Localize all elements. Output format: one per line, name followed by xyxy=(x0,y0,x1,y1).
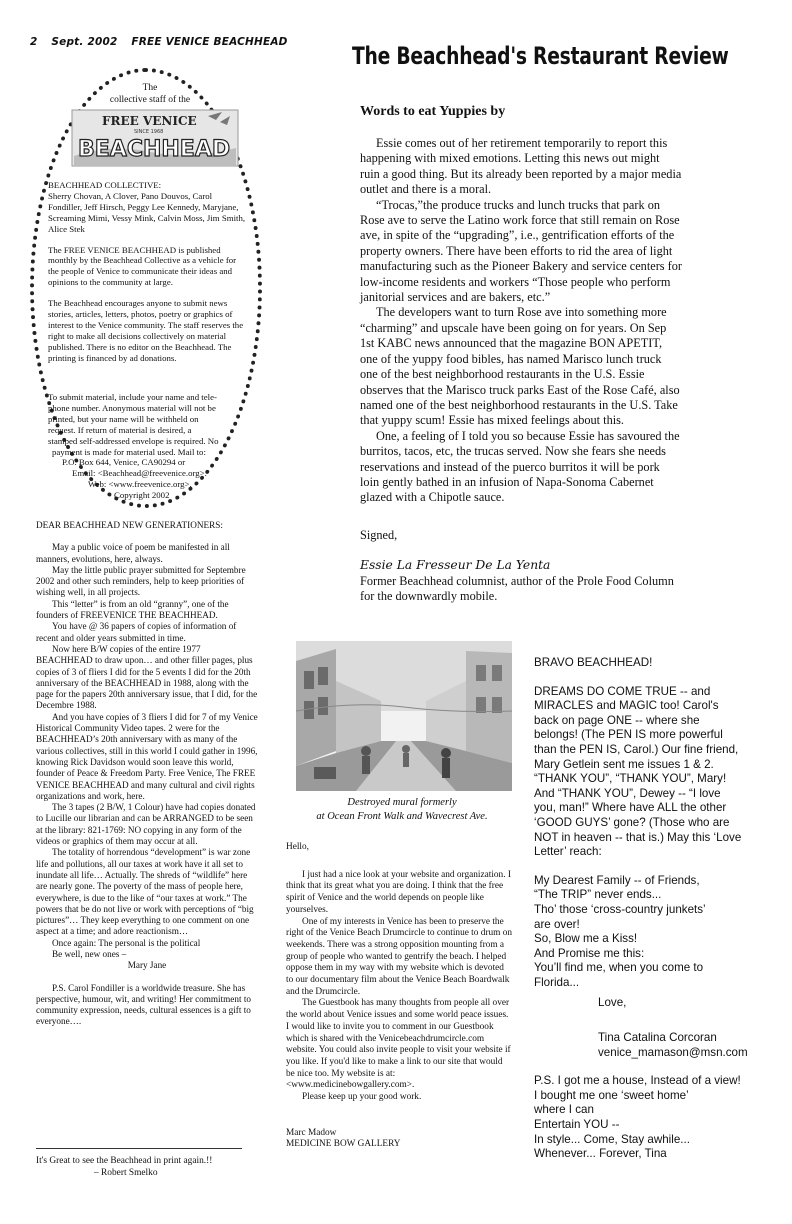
logo-main-text: BEACHHEAD xyxy=(78,137,231,162)
letter-heading: DEAR BEACHHEAD NEW GENERATIONERS: xyxy=(36,520,223,530)
bravo-line: And “THANK YOU”, Dewey -- “I love xyxy=(534,786,721,800)
ps-line: where I can xyxy=(534,1103,594,1117)
letter-paragraph: You have @ 36 papers of copies of information of recent and older years submitted in time. xyxy=(36,621,237,643)
ps-line: Whenever... Forever, Tina xyxy=(534,1147,667,1161)
letter-medicine-bow xyxy=(286,842,512,1151)
hello-paragraph: I just had a nice look at your website and organization. I think that its great what you are doing. I think that the free spirit of Venice and the world depends on people like yourselves. xyxy=(286,869,511,915)
beachhead-logo xyxy=(70,108,240,168)
bravo-line: DREAMS DO COME TRUE -- and xyxy=(534,684,711,698)
review-paragraph: Essie comes out of her retirement temporarily to report this happening with mixed emotions. Letting this news out might ruin a good thing. But its already been reported by a major media outlet and there is a moral. xyxy=(360,136,682,197)
bravo-line: back on page ONE -- where she xyxy=(534,713,700,727)
quote-author: – Robert Smelko xyxy=(94,1167,158,1178)
review-signed: Signed, xyxy=(360,528,398,542)
bravo-line: Letter’ reach: xyxy=(534,845,602,859)
review-author: Essie La Fresseur De La Yenta xyxy=(360,558,551,573)
logo-small-text: SINCE 1968 xyxy=(134,129,164,135)
divider-rule xyxy=(36,1148,242,1149)
masthead-intro-line1: The xyxy=(142,83,158,93)
collective-heading: BEACHHEAD COLLECTIVE: xyxy=(48,180,162,190)
review-paragraph: “Trocas,”the produce trucks and lunch trucks that park on Rose ave to serve the Latino work force that still remain on Rose ave, in spite of the “upgrading”, i.e., gentrification efforts of the property owners. There have been efforts to rid the area of light manufacturing such as the Pioneer Bakery and service centers for low-income residents and workers “Those people who perform janitorial services and are bakers, etc.” xyxy=(360,197,682,305)
masthead-body xyxy=(48,180,248,374)
letter-paragraph: This “letter” is from an old “granny”, one of the founders of FREEVENICE THE BEACHHEAD. xyxy=(36,598,229,621)
letter-paragraph: Now here B/W copies of the entire 1977 BEACHHEAD to draw upon… and other filler pages, plus copies of 3 of fliers I did for the 5 events I did for the 20th anniversary of the BEACHHEAD in 1988, along with the page for the papers 20th anniversary issue, that I did, for the Decembre 1988. xyxy=(36,643,258,711)
masthead-about: The FREE VENICE BEACHHEAD is published monthly by the Beachhead Collective as a vehicle for the people of Venice to communicate their ideas and opinions to the community at large. xyxy=(48,244,237,288)
quote-text: It's Great to see the Beachhead in print again.!! xyxy=(36,1156,213,1166)
ps-line: P.S. I got me a house, Instead of a view! xyxy=(534,1074,741,1088)
submit-line: payment is made for material used. Mail to: xyxy=(52,446,206,457)
masthead-intro xyxy=(80,82,220,106)
poem-line: And Promise me this: xyxy=(534,946,645,960)
bravo-signer-email: venice_mamason@msn.com xyxy=(598,1045,748,1059)
submit-line: phone number. Anonymous material will not be xyxy=(48,402,216,413)
submit-line: printed, but your name will be withheld on xyxy=(48,413,199,424)
letter-paragraph: Once again: The personal is the political xyxy=(52,937,201,948)
smelko-quote xyxy=(36,1156,266,1179)
bravo-line: NOT in heaven -- that is.) May this ‘Love xyxy=(534,830,742,844)
letter-signature: Mary Jane xyxy=(127,960,167,971)
letter-paragraph: Be well, new ones – xyxy=(52,948,127,959)
letter-paragraph: The totality of horrendous “development” is war zone life and pollutions, all our taxes at work have it all set to inundate all life… Actually. The shreds of “wildlife” here are nearly gone. The poverty of the mass of people here, everywhere, is due to the like of “our taxes at work.” The powers that be do not live or work with perceptions of “big pictures”… They keep everything to one comment on one aspect at a time; and adore reactionism… xyxy=(36,847,254,937)
bravo-line: ‘GOOD GUYS’ gone? (Those who are xyxy=(534,815,730,829)
caption-line: Destroyed mural formerly xyxy=(347,797,457,808)
web-address: Web: <www.freevenice.org>. xyxy=(88,479,192,490)
bravo-love: Love, xyxy=(598,996,627,1010)
hello-paragraph: One of my interests in Venice has been to preserve the right of the Venice Beach Drumcircle to continue to drum on weekends. There was a strong opposition mounting from a group of people who wanted to gentrify the beach. I helped oppose them in my way with my website which is devoted to our documentary film about the Venice Beach Boardwalk and the Drumcircle. xyxy=(286,916,512,997)
review-body xyxy=(360,136,682,506)
hello-sign-name: Marc Madow xyxy=(286,1127,337,1138)
letter-paragraph: The 3 tapes (2 B/W, 1 Colour) have had copies donated to Lucille our librarian and can be ARRANGED to be seen at the library: 821-1769: NO copying in any form of the videos or graphics of them may occur at all. xyxy=(36,802,256,847)
masthead-encourage: The Beachhead encourages anyone to submit news stories, articles, letters, photos, poetry or graphics of interest to the Venice community. The staff reserves the right to make all decisions collectively on material published. There is no editor on the Beachhead. The printing is financed by ad donations. xyxy=(48,298,244,363)
review-paragraph: The developers want to turn Rose ave into something more “charming” and upscale have been going on for years. On Sep 1st KABC news announced that the magazine BON APETIT, one of the yuppy food bibles, has named Marisco lunch truck one of the best neighborhood restaurants in the U.S. Essie observes that the Marisco truck parks East of the Rose Café, also named one of the best neighborhood restaurants in the U.S. Take that yuppy scum! Essie has mixed feelings about this. xyxy=(360,305,680,428)
bravo-title: BRAVO BEACHHEAD! xyxy=(534,656,653,669)
poem-line: You’ll find me, when you come to xyxy=(534,961,704,975)
bravo-line: than the PEN IS, Carol.) Our fine friend, xyxy=(534,742,739,756)
masthead-submit-info xyxy=(48,392,258,501)
copyright: Copyright 2002 xyxy=(114,490,170,501)
letter-ps: P.S. Carol Fondiller is a worldwide treasure. She has perspective, humour, wit, and writing! Her commitment to community expression, needs, cultural essences is a gift to everyone…. xyxy=(36,982,251,1027)
submit-line: stamped self-addressed envelope is required. No xyxy=(48,435,219,446)
review-signoff xyxy=(360,528,682,605)
review-paragraph: One, a feeling of I told you so because Essie has savoured the burritos, tacos, etc, the trucas served. Now she fears she needs reservations and instead of the puerco burritos it will be pork loin gently bathed in an infusion of Napa-Sonoma Cabernet glazed with a Chipotle sauce. xyxy=(360,428,680,505)
review-headline: Words to eat Yuppies by xyxy=(360,104,506,119)
hello-sign-org: MEDICINE BOW GALLERY xyxy=(286,1139,401,1150)
submit-line: To submit material, include your name and tele- xyxy=(48,392,217,402)
review-author-desc: Former Beachhead columnist, author of the Prole Food Column for the downwardly mobile. xyxy=(360,573,674,604)
ps-line: I bought me one ‘sweet home’ xyxy=(534,1088,689,1102)
page-title: The Beachhead's Restaurant Review xyxy=(352,42,729,70)
submit-line: request. If return of material is desired, a xyxy=(48,424,192,435)
poem-line: are over! xyxy=(534,917,580,931)
letter-new-generationers xyxy=(36,520,258,1028)
ps-line: Entertain YOU -- xyxy=(534,1118,620,1132)
bravo-line: you, man!” Where have ALL the other xyxy=(534,801,727,815)
issue-date: Sept. 2002 xyxy=(51,36,118,48)
collective-names: Sherry Chovan, A Clover, Pano Douvos, Carol Fondiller, Jeff Hirsch, Peggy Lee Kennedy, Maryjane, Screaming Mimi, Vessy Mink, Calvin Moss, Jim Smith, Alice Stek xyxy=(48,190,246,234)
poem-line: So, Blow me a Kiss! xyxy=(534,932,638,946)
letter-paragraph: And you have copies of 3 fliers I did for 7 of my Venice Historical Community Video tapes. 2 were for the BEACHHEAD’s 20th anniversary with as many of the various collectives, still in this world I could gather in 1996, knowing Rick Davidson would soon leave this world, founder of Peace & Freedom Party. Free Venice, The FREE VENICE BEACHHEAD and many cultural and civil rights organizations and work, here. xyxy=(36,711,258,801)
bravo-line: Mary Getlein sent me issues 1 & 2. xyxy=(534,757,714,771)
hello-paragraph: The Guestbook has many thoughts from people all over the world about Venice issues and some world peace issues. I would like to invite you to comment in our Guestbook which is shared with the Venicebeachdrumcircle.com website. You could also invite people to visit your website if you like. If you'd like to make a link to our site that would be nice too. My website is at: <www.medicinebowgallery.com>. xyxy=(286,998,511,1091)
mural-caption xyxy=(282,796,522,824)
paper-name: FREE VENICE BEACHHEAD xyxy=(131,36,288,48)
bravo-signer-name: Tina Catalina Corcoran xyxy=(598,1031,717,1045)
poem-line: “The TRIP” never ends... xyxy=(534,888,662,902)
masthead-intro-line2: collective staff of the xyxy=(109,95,191,105)
page-number: 2 xyxy=(30,36,38,48)
bravo-line: “THANK YOU”, “THANK YOU”, Mary! xyxy=(534,772,727,786)
mail-address: P.O. Box 644, Venice, CA90294 or xyxy=(62,457,186,468)
bravo-line: MIRACLES and MAGIC too! Carol's xyxy=(534,699,719,713)
page-header xyxy=(30,36,298,48)
hello-paragraph: Please keep up your good work. xyxy=(302,1092,422,1103)
ps-line: In style... Come, Stay awhile... xyxy=(534,1132,690,1146)
poem-line: Florida... xyxy=(534,975,580,989)
bravo-line: belongs! (The PEN IS more powerful xyxy=(534,728,723,742)
letter-paragraph: May the little public prayer submitted for Septembre 2002 and other such reminders, help to keep priorities of wishing well, in all projects. xyxy=(36,564,246,598)
logo-top-text: FREE VENICE xyxy=(102,114,197,128)
poem-line: Tho’ those ‘cross-country junkets’ xyxy=(534,902,706,916)
email-address: Email: <Beachhead@freevenice.org>. xyxy=(72,468,207,479)
caption-line: at Ocean Front Walk and Wavecrest Ave. xyxy=(316,811,488,822)
hello-greeting: Hello, xyxy=(286,842,309,852)
poem-line: My Dearest Family -- of Friends, xyxy=(534,873,700,887)
letter-bravo-beachhead xyxy=(534,656,780,1162)
mural-photo xyxy=(296,641,512,791)
letter-paragraph: May a public voice of poem be manifested in all manners, evolutions, here, always. xyxy=(36,542,230,564)
